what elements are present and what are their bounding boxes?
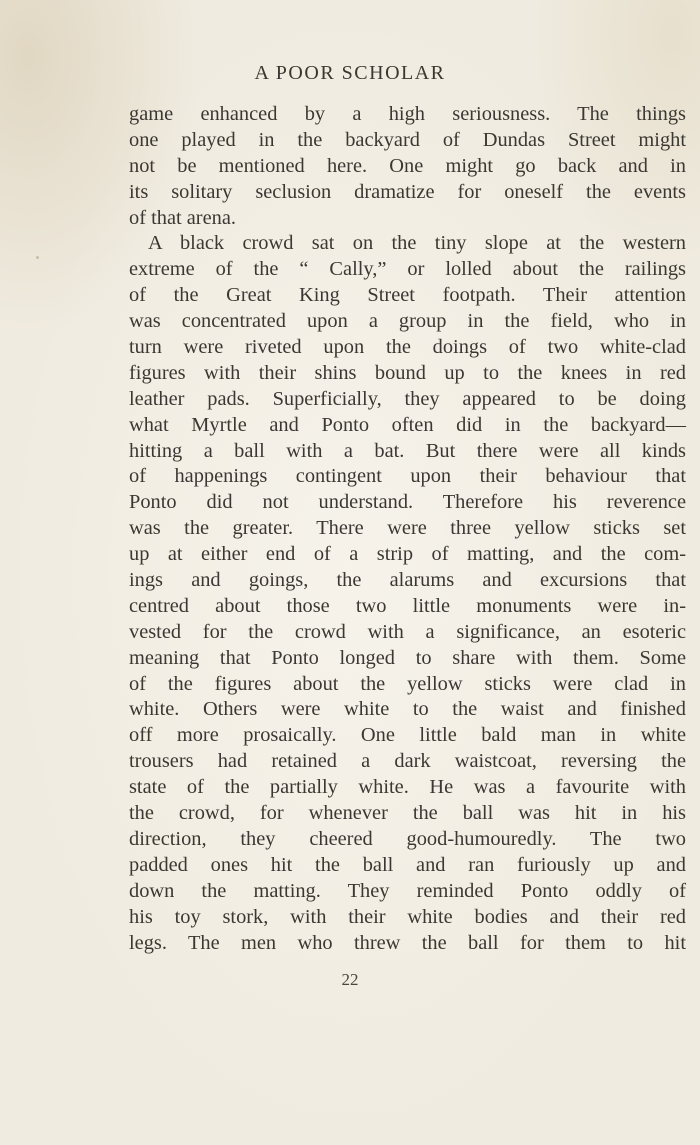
text-line: was the greater. There were three yellow sticks set [129,517,686,540]
text-line: A black crowd sat on the tiny slope at the western [148,232,686,255]
text-line: was concentrated upon a group in the field, who in [129,310,686,333]
text-line: meaning that Ponto longed to share with them. Some [129,646,686,669]
text-line: of the figures about the yellow sticks were clad in [129,672,686,695]
text-line: Ponto did not understand. Therefore his reverence [129,491,686,514]
text-line: leather pads. Superficially, they appeared to be doing [129,387,686,410]
text-line: of that arena. [129,206,236,229]
text-line: up at either end of a strip of matting, and the com- [129,543,686,566]
page-number: 22 [341,970,359,989]
text-line: of the Great King Street footpath. Their attention [129,284,686,307]
text-line: figures with their shins bound up to the knees in red [129,361,686,384]
paragraph [129,231,686,956]
running-head: A POOR SCHOLAR [254,62,446,84]
text-line: state of the partially white. He was a favourite with [129,776,686,799]
text-line: extreme of the “ Cally,” or lolled about the railings [129,258,686,281]
text-line: his toy stork, with their white bodies and their red [129,905,686,928]
text-line: what Myrtle and Ponto often did in the backyard— [129,413,686,436]
body-text [129,102,686,956]
text-line: its solitary seclusion dramatize for oneself the events [129,180,686,203]
text-line: trousers had retained a dark waistcoat, reversing the [129,750,686,773]
text-line: one played in the backyard of Dundas Street might [129,128,686,151]
text-line: hitting a ball with a bat. But there were all kinds [129,439,686,462]
text-line: the crowd, for whenever the ball was hit in his [129,802,686,825]
text-line: padded ones hit the ball and ran furiously up and [129,853,686,876]
paragraph [129,102,686,231]
text-line: not be mentioned here. One might go back and in [129,154,686,177]
text-line: of happenings contingent upon their behaviour that [129,465,686,488]
text-line: legs. The men who threw the ball for them to hit [129,931,686,954]
text-line: vested for the crowd with a significance, an esoteric [129,620,686,643]
text-line: ings and goings, the alarums and excursions that [129,569,686,592]
text-line: direction, they cheered good-humouredly. The two [129,827,686,850]
text-line: game enhanced by a high seriousness. The things [129,103,686,125]
text-line: white. Others were white to the waist and finished [129,698,686,721]
paper-speck [36,256,39,259]
text-line: down the matting. They reminded Ponto oddly of [129,879,686,902]
text-line: centred about those two little monuments were in- [129,594,686,617]
text-line: turn were riveted upon the doings of two white-clad [129,336,686,359]
text-line: off more prosaically. One little bald man in white [129,724,686,747]
